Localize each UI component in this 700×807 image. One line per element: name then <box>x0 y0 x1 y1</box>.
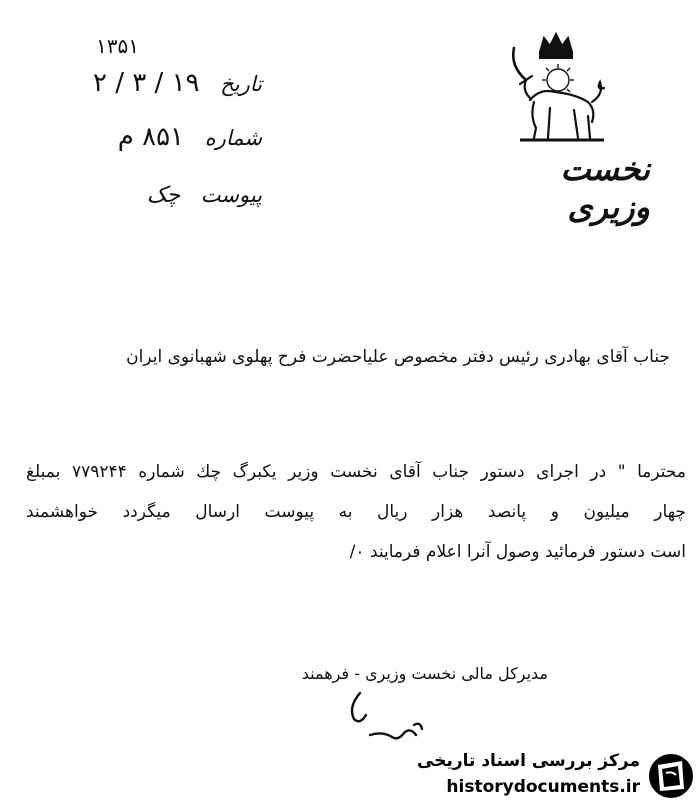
attachment-row <box>147 183 262 208</box>
office-title: نخست وزیری <box>560 150 650 226</box>
date-value: ۱۹ / ۳ / ۲ <box>93 68 200 98</box>
archive-watermark <box>410 745 700 807</box>
number-label: شماره <box>204 126 262 150</box>
body-line-2: چهار میلیون و پانصد هزار ریال به پیوست ارسال میگردد خواهشمند <box>26 502 686 522</box>
addressee-line: جناب آقای بهادری رئیس دفتر مخصوص علیاحضرت فرح پهلوی شهبانوی ایران <box>126 347 670 367</box>
archive-logo-icon <box>646 751 696 801</box>
lion-and-sun-emblem-icon <box>500 30 610 150</box>
date-label: تاریخ <box>220 72 262 96</box>
watermark-url: historydocuments.ir <box>446 777 640 797</box>
body-line-3: است دستور فرمائید وصول آنرا اعلام فرمایند ۰/ <box>349 542 686 562</box>
signatory-line: مدیرکل مالی نخست وزیری - فرهمند <box>301 664 548 683</box>
number-value: ۸۵۱ م <box>117 122 185 152</box>
year-mark: ۱۳۵۱ <box>96 34 139 58</box>
letter-body <box>26 455 686 569</box>
attachment-label: پیوست <box>200 183 262 207</box>
number-row <box>118 122 262 152</box>
body-line-1: محترما " در اجرای دستور جناب آقای نخست وزیر یکبرگ چك شماره ۷۷۹۲۴۴ بمبلغ <box>26 462 686 482</box>
watermark-org-name: مرکز بررسی اسناد تاریخی <box>417 751 640 771</box>
attachment-value: چک <box>146 183 181 208</box>
date-row <box>93 68 262 98</box>
